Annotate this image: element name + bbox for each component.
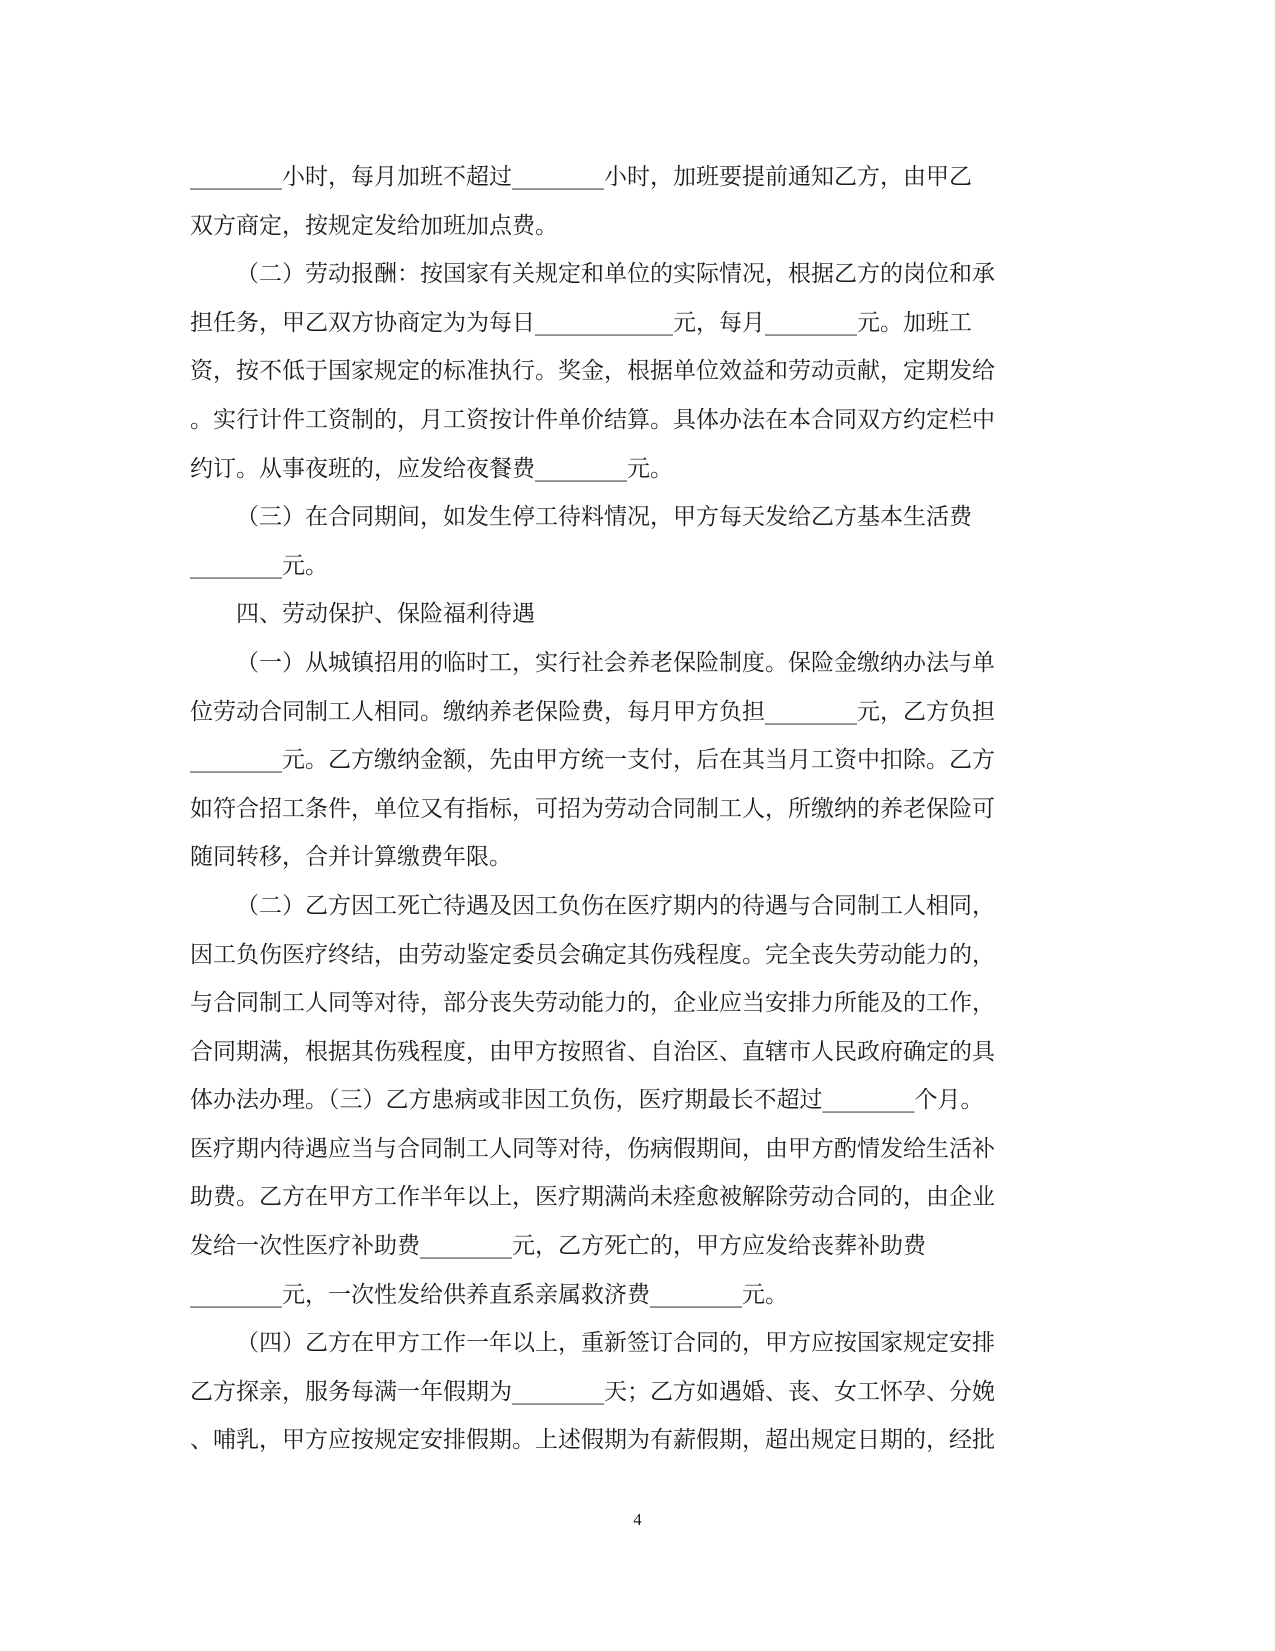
text-line: 。实行计件工资制的，月工资按计件单价结算。具体办法在本合同双方约定栏中 (190, 406, 995, 433)
paragraph-start: （二）乙方因工死亡待遇及因工负伤在医疗期内的待遇与合同制工人相同， (236, 892, 995, 919)
paragraph-start: （二）劳动报酬：按国家有关规定和单位的实际情况，根据乙方的岗位和承 (236, 261, 995, 288)
section-heading: 四、劳动保护、保险福利待遇 (236, 601, 535, 628)
text-line: 与合同制工人同等对待，部分丧失劳动能力的，企业应当安排力所能及的工作， (190, 990, 995, 1017)
text-line: 双方商定，按规定发给加班加点费。 (190, 212, 558, 239)
text-line: ________元。乙方缴纳金额，先由甲方统一支付，后在其当月工资中扣除。乙方 (190, 747, 995, 774)
text-line: 约订。从事夜班的，应发给夜餐费________元。 (190, 455, 673, 482)
text-line: ________元，一次性发给供养直系亲属救济费________元。 (190, 1281, 788, 1308)
paragraph-start: （三）在合同期间，如发生停工待料情况，甲方每天发给乙方基本生活费 (236, 504, 972, 531)
text-line: ________小时，每月加班不超过________小时，加班要提前通知乙方，由甲乙 (190, 164, 972, 190)
paragraph-start: （四）乙方在甲方工作一年以上，重新签订合同的，甲方应按国家规定安排 (236, 1330, 995, 1357)
paragraph-start: （一）从城镇招用的临时工，实行社会养老保险制度。保险金缴纳办法与单 (236, 649, 995, 676)
text-line: 发给一次性医疗补助费________元，乙方死亡的，甲方应发给丧葬补助费 (190, 1233, 926, 1260)
document-body (190, 153, 1070, 1465)
text-line: ________元。 (190, 552, 328, 579)
text-line: 位劳动合同制工人相同。缴纳养老保险费，每月甲方负担________元，乙方负担 (190, 698, 995, 725)
text-line: 体办法办理。（三）乙方患病或非因工负伤，医疗期最长不超过________个月。 (190, 1087, 984, 1114)
page-number: 4 (633, 1510, 642, 1529)
text-line: 合同期满，根据其伤残程度，由甲方按照省、自治区、直辖市人民政府确定的具 (190, 1038, 995, 1065)
text-line: 医疗期内待遇应当与合同制工人同等对待，伤病假期间，由甲方酌情发给生活补 (190, 1135, 995, 1162)
text-line: 如符合招工条件，单位又有指标，可招为劳动合同制工人，所缴纳的养老保险可 (190, 795, 995, 822)
text-line: 因工负伤医疗终结，由劳动鉴定委员会确定其伤残程度。完全丧失劳动能力的， (190, 941, 995, 968)
text-line: 资，按不低于国家规定的标准执行。奖金，根据单位效益和劳动贡献，定期发给 (190, 358, 995, 385)
text-line: 、哺乳，甲方应按规定安排假期。上述假期为有薪假期，超出规定日期的，经批 (190, 1427, 995, 1454)
text-line: 乙方探亲，服务每满一年假期为________天；乙方如遇婚、丧、女工怀孕、分娩 (190, 1378, 995, 1405)
text-line: 助费。乙方在甲方工作半年以上，医疗期满尚未痊愈被解除劳动合同的，由企业 (190, 1184, 995, 1211)
text-line: 担任务，甲乙双方协商定为为每日____________元，每月________元。加班工 (190, 309, 972, 336)
text-line: 随同转移，合并计算缴费年限。 (190, 844, 512, 871)
